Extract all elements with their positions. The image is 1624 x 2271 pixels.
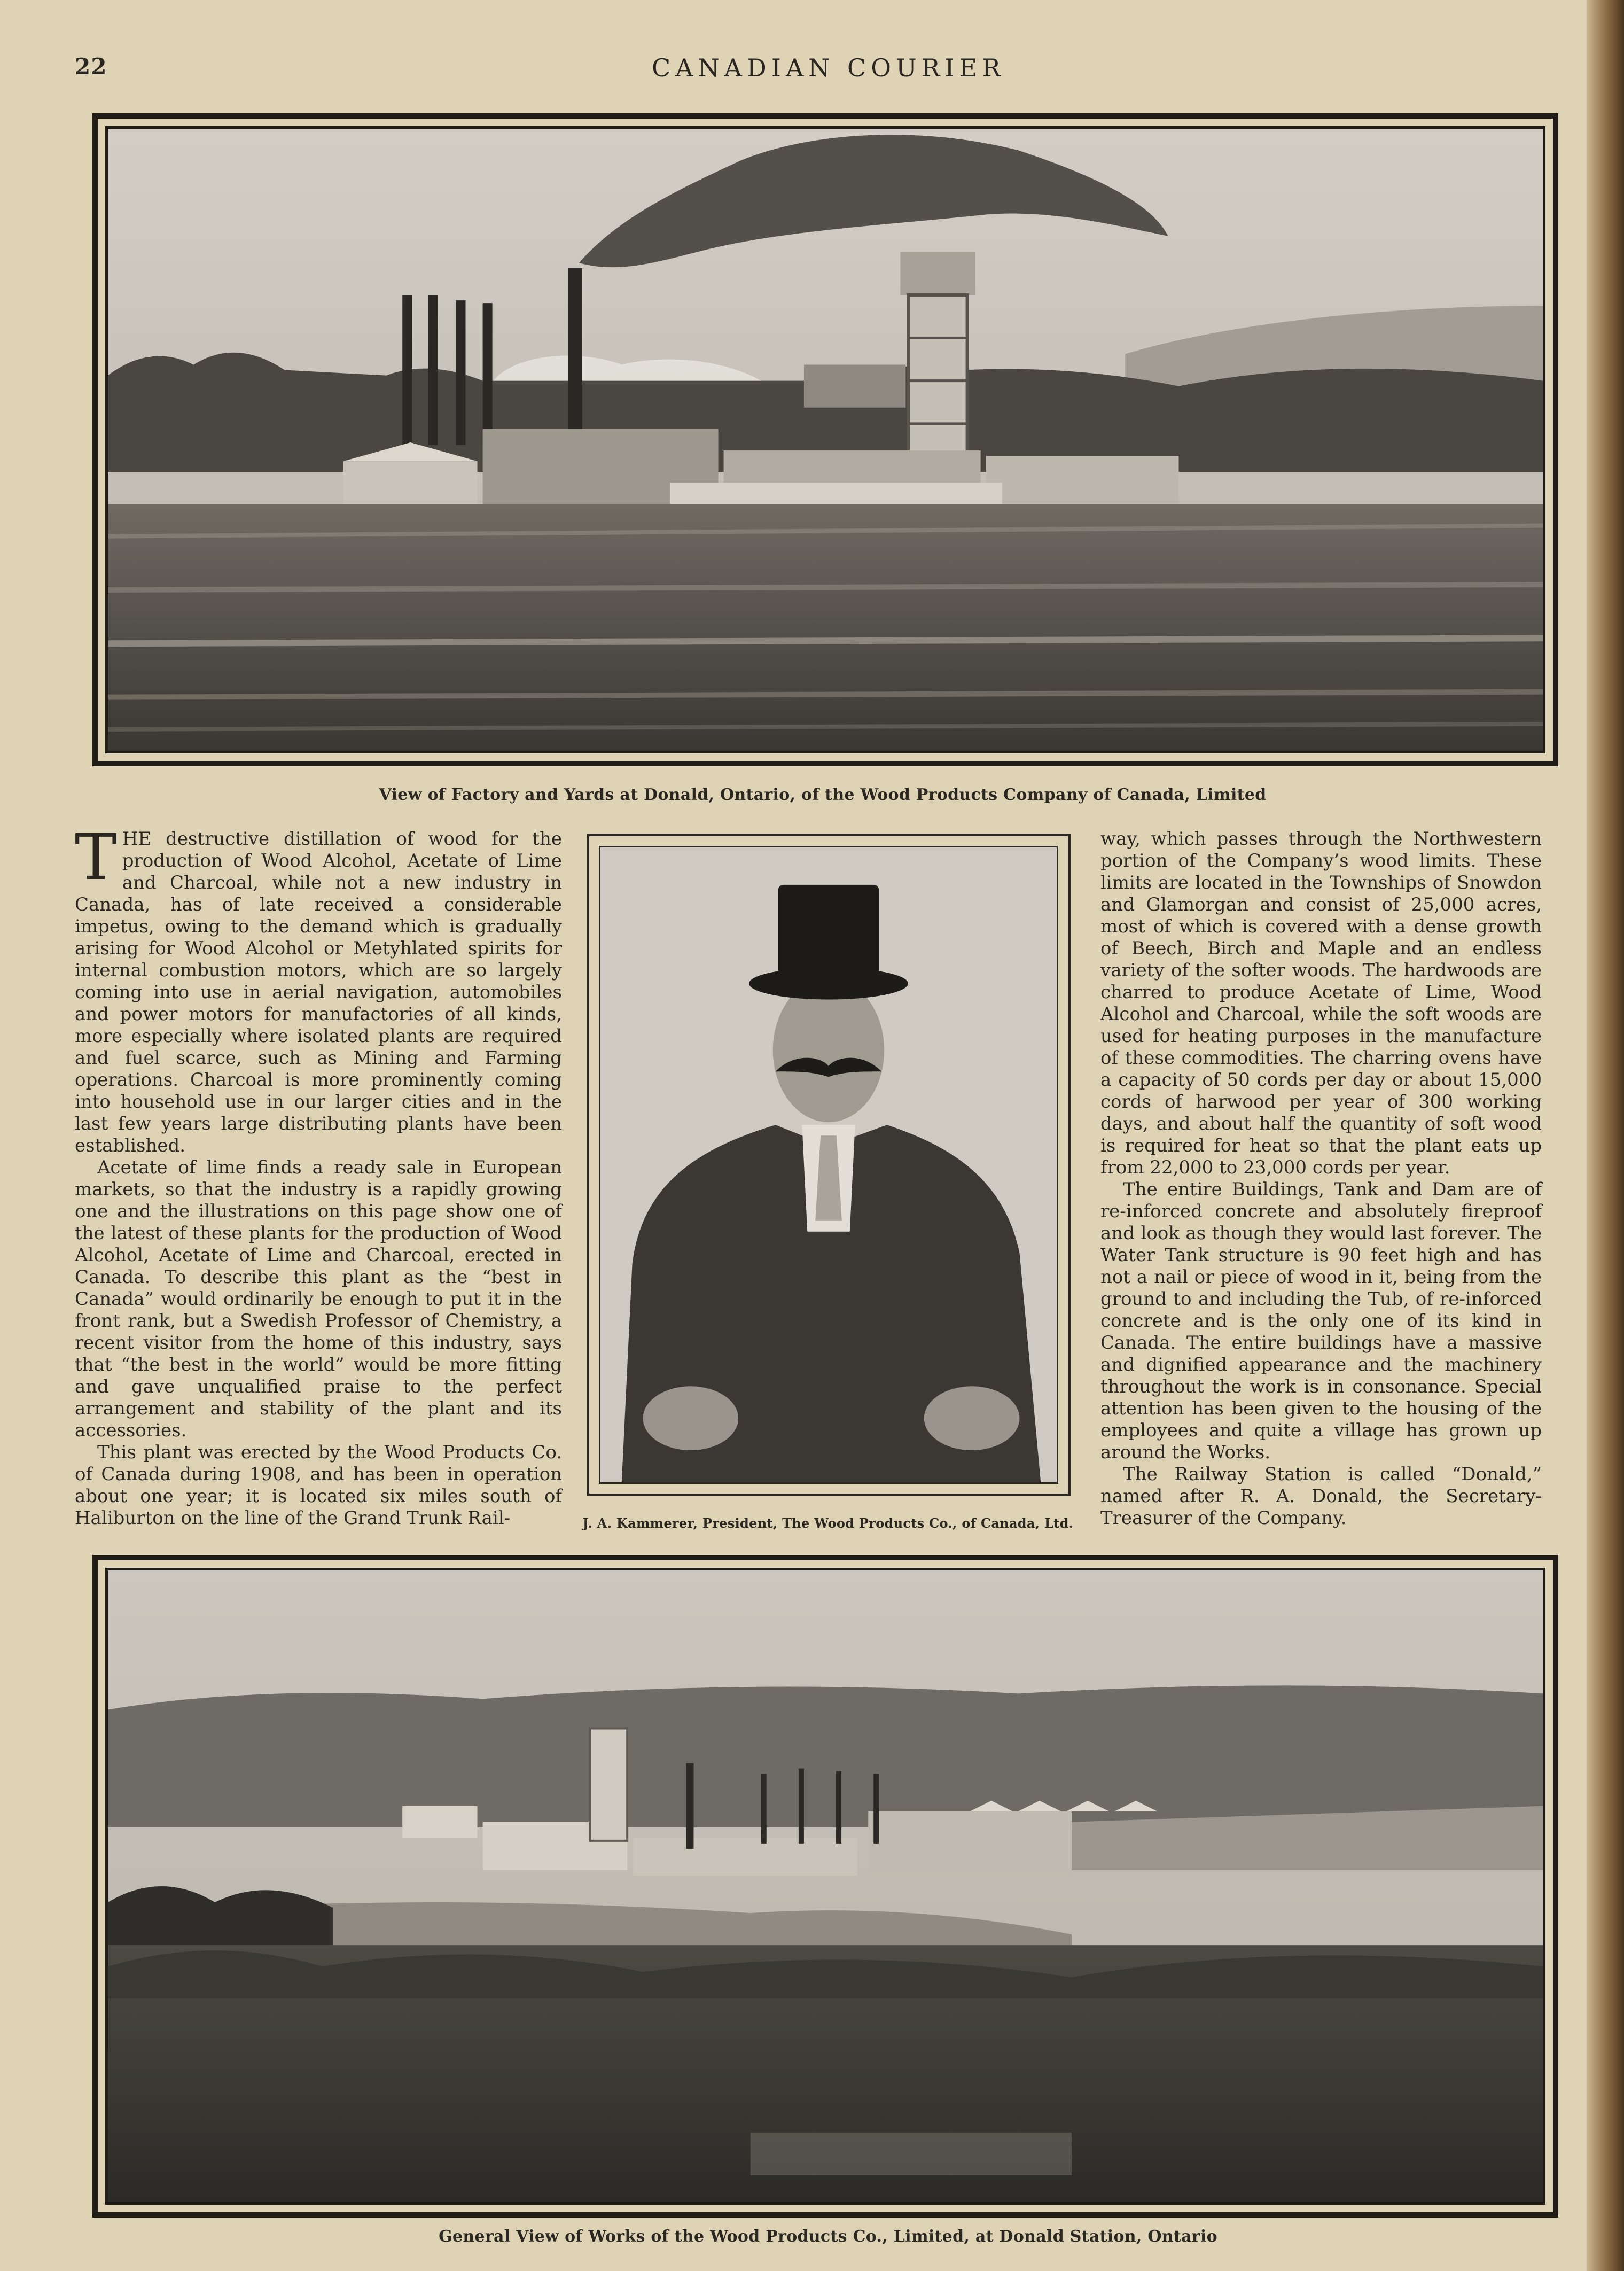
factory-yards-photo xyxy=(108,129,1543,751)
article-left-column xyxy=(75,820,562,1529)
portrait-photo xyxy=(600,847,1057,1482)
page-binding-edge xyxy=(1587,0,1624,2271)
paragraph-6: The Railway Station is called “Donald,” named after R. A. Donald, the Secretary-Treasurer of the Company. xyxy=(1100,1464,1542,1529)
top-photo-caption: View of Factory and Yards at Donald, Ontario, of the Wood Products Company of Canada, Limited xyxy=(379,785,1267,804)
article-right-column xyxy=(1100,828,1542,1529)
dropcap: T xyxy=(75,820,117,894)
page-number: 22 xyxy=(75,53,107,80)
portrait-caption: J. A. Kammerer, President, The Wood Products Co., of Canada, Ltd. xyxy=(582,1515,1074,1531)
paragraph-4: way, which passes through the Northwestern portion of the Company’s wood limits. These limits are located in the Townships of Snowdon and Glamorgan and consist of 25,000 acres, most of which is covered with a dense growth of Beech, Birch and Maple and an endless variety of the softer woods. The hardwoods are charred to produce Acetate of Lime, Wood Alcohol and Charcoal, while the soft woods are used for heating purposes in the manufacture of these commodities. The charring ovens have a capacity of 50 cords per day or about 15,000 cords of harwood per year of 300 working days, and about half the quantity of soft wood is required for heat so that the plant eats up from 22,000 to 23,000 cords per year. xyxy=(1100,828,1542,1178)
factory-photo-frame xyxy=(92,113,1558,766)
works-photo-frame xyxy=(92,1555,1558,2218)
paragraph-2: Acetate of lime finds a ready sale in European markets, so that the industry is a rapidly growing one and the illustrations on this page show one of the latest of these plants for the production of Wood Alcohol, Acetate of Lime and Charcoal, erected in Canada. To describe this plant as the “best in Canada” would ordinarily be enough to put it in the front rank, but a Swedish Professor of Chemistry, a recent visitor from the home of this industry, says that “the best in the world” would be more fitting and gave unqualified praise to the perfect arrangement and stability of the plant and its accessories. xyxy=(75,1157,562,1441)
running-head: CANADIAN COURIER xyxy=(652,53,1005,82)
paragraph-1 xyxy=(75,820,562,1157)
paragraph-1-text: HE destructive distillation of wood for the production of Wood Alcohol, Acetate of Lime and Charcoal, while not a new industry in Canada, has of late received a considerable impetus, owing to the demand which is gradually arising for Wood Alcohol or Metyhlated spirits for internal combustion motors, which are so largely coming into use in aerial navigation, automobiles and power motors for manufactories of all kinds, more especially where isolated plants are required and fuel scarce, such as Mining and Farming operations. Charcoal is more prominently coming into household use in our larger cities and in the last few years large distributing plants have been established. xyxy=(75,828,562,1156)
portrait-frame xyxy=(587,834,1071,1496)
works-general-view-photo xyxy=(108,1570,1543,2202)
paragraph-3: This plant was erected by the Wood Products Co. of Canada during 1908, and has been in operation about one year; it is located six miles south of Haliburton on the line of the Grand Trunk Rail- xyxy=(75,1442,562,1529)
paragraph-5: The entire Buildings, Tank and Dam are of re-inforced concrete and absolutely fireproof and look as though they would last forever. The Water Tank structure is 90 feet high and has not a nail or piece of wood in it, being from the ground to and including the Tub, of re-inforced concrete and is the only one of its kind in Canada. The entire buildings have a massive and dignified appearance and the machinery throughout the work is in consonance. Special attention has been given to the housing of the employees and quite a village has grown up around the Works. xyxy=(1100,1179,1542,1463)
bottom-photo-caption: General View of Works of the Wood Products Co., Limited, at Donald Station, Ontario xyxy=(439,2227,1217,2246)
